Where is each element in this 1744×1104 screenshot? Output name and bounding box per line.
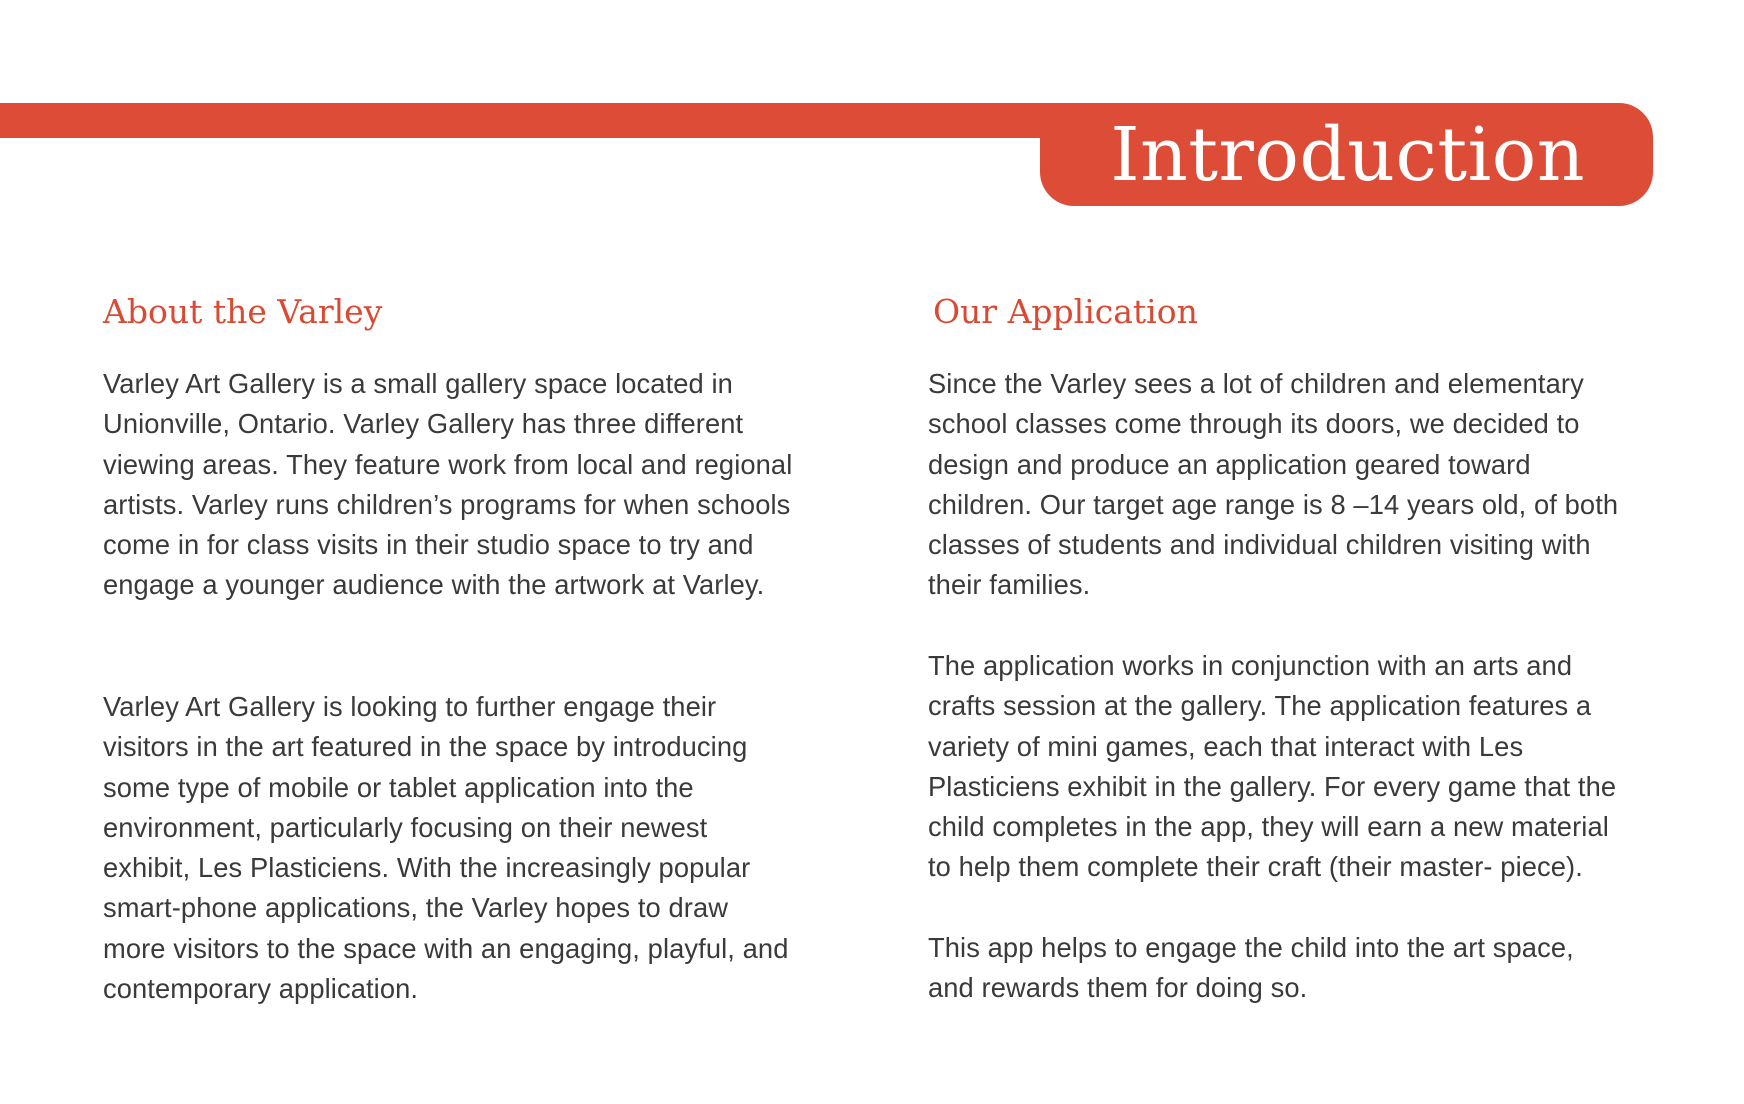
about-paragraph-2 [103, 687, 788, 1009]
text-line: smart-phone applications, the Varley hopes to draw [103, 892, 729, 924]
text-line: Plasticiens exhibit in the gallery. For every game that the [928, 770, 1617, 802]
text-line: contemporary application. [103, 973, 419, 1005]
text-line: and rewards them for doing so. [928, 972, 1308, 1004]
text-line: to help them complete their craft (their master- piece). [928, 851, 1583, 883]
application-section [928, 285, 1668, 1004]
text-line: more visitors to the space with an engaging, playful, and [103, 932, 789, 964]
text-line: The application works in conjunction with an arts and [928, 650, 1573, 681]
text-line: their families. [928, 569, 1091, 601]
text-line: variety of mini games, each that interact with Les [928, 730, 1524, 762]
about-paragraph-1 [103, 364, 792, 606]
text-line: exhibit, Les Plasticiens. With the increasingly popular [103, 852, 751, 884]
application-paragraph-2 [928, 646, 1616, 888]
application-paragraph-3 [928, 928, 1574, 1009]
about-section [103, 285, 843, 1005]
text-line: child completes in the app, they will earn a new material [928, 811, 1609, 843]
text-line: This app helps to engage the child into the art space, [928, 932, 1574, 963]
text-line: engage a younger audience with the artwork at Varley. [103, 569, 765, 601]
text-line: children. Our target age range is 8 –14 years old, of both [928, 488, 1619, 520]
text-line: Since the Varley sees a lot of children and elementary [928, 368, 1584, 399]
text-line: design and produce an application geared toward [928, 448, 1531, 480]
text-line: environment, particularly focusing on their newest [103, 811, 708, 843]
text-line: visitors in the art featured in the space by introducing [103, 731, 748, 763]
application-heading: Our Application [933, 292, 1198, 331]
text-line: some type of mobile or tablet application into the [103, 771, 694, 803]
text-line: viewing areas. They feature work from local and regional [103, 448, 793, 480]
text-line: Varley Art Gallery is a small gallery space located in [103, 368, 733, 399]
application-paragraph-1 [928, 364, 1618, 606]
about-heading: About the Varley [103, 292, 383, 331]
text-line: crafts session at the gallery. The application features a [928, 690, 1592, 722]
text-line: Unionville, Ontario. Varley Gallery has three different [103, 408, 744, 440]
title-tab [1040, 103, 1653, 206]
page-title: Introduction [1110, 112, 1585, 198]
header-stripe [0, 103, 1060, 138]
text-line: artists. Varley runs children’s programs for when schools [103, 488, 791, 520]
text-line: school classes come through its doors, we decided to [928, 408, 1580, 440]
text-line: Varley Art Gallery is looking to further engage their [103, 691, 717, 722]
text-line: classes of students and individual children visiting with [928, 529, 1591, 561]
text-line: come in for class visits in their studio space to try and [103, 529, 754, 561]
